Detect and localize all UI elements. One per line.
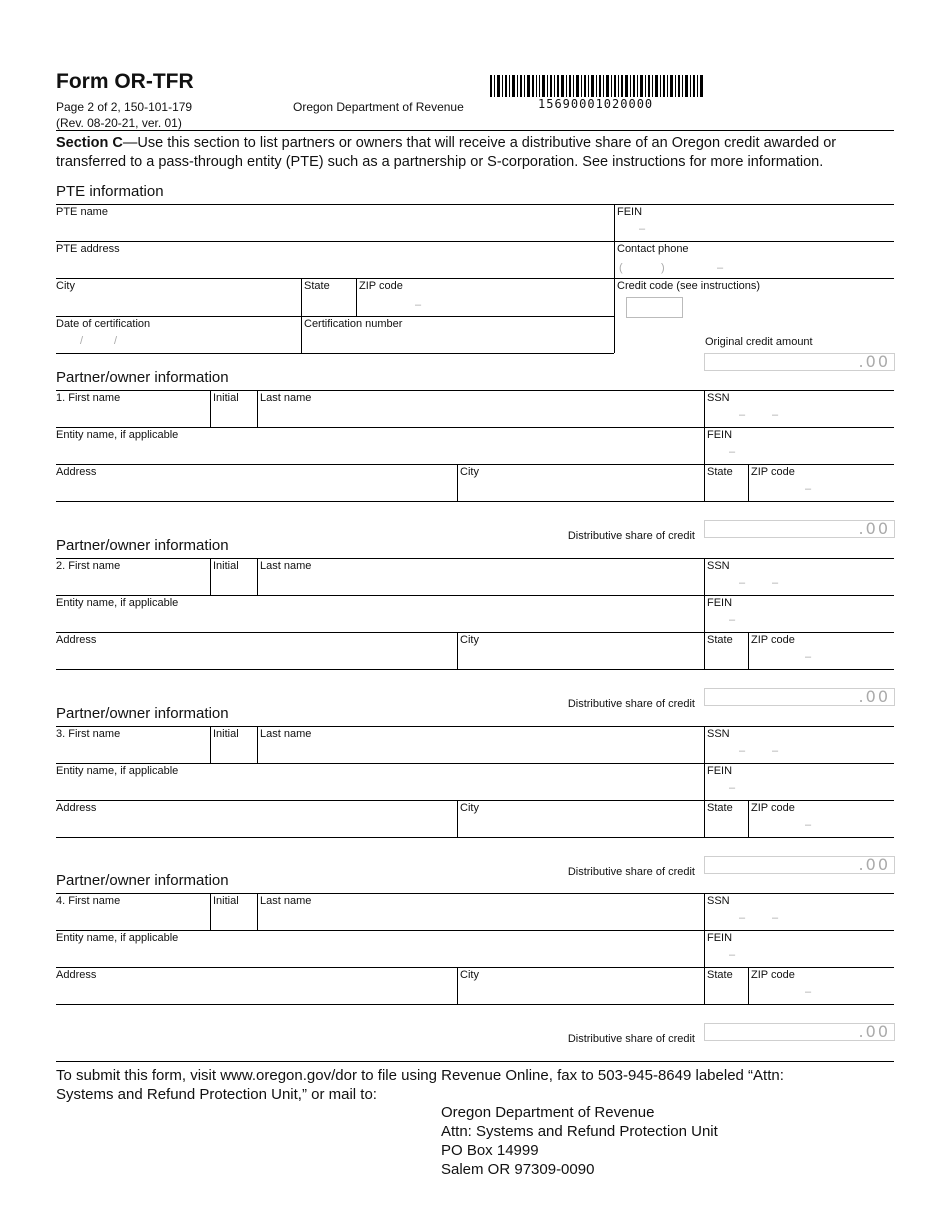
partner-address-label: Address	[56, 969, 97, 981]
partner-city-label: City	[460, 802, 479, 814]
partner-heading: Partner/owner information	[56, 872, 229, 889]
partner-fein-field[interactable]: FEIN –	[707, 597, 736, 626]
partner-city-field[interactable]	[458, 801, 703, 836]
partner-ssn-field[interactable]: SSN – –	[707, 392, 779, 421]
barcode	[490, 75, 705, 97]
partner-ssn-label: SSN	[707, 392, 730, 404]
partner-last-name-label: Last name	[260, 560, 312, 572]
credit-code-box[interactable]	[626, 297, 683, 318]
distributive-share-label: Distributive share of credit	[567, 698, 695, 710]
barcode-number: 15690001020000	[538, 97, 654, 111]
partner-fein-label: FEIN	[707, 765, 733, 777]
partner-state-field[interactable]	[705, 801, 747, 836]
partner-initial-field[interactable]	[211, 727, 256, 762]
pte-state-label: State	[304, 280, 330, 292]
certification-number-label: Certification number	[304, 318, 403, 330]
partner-initial-field[interactable]	[211, 894, 256, 929]
partner-fein-label: FEIN	[707, 932, 733, 944]
partner-city-field[interactable]	[458, 968, 703, 1003]
partner-state-field[interactable]	[705, 633, 747, 668]
agency-name: Oregon Department of Revenue	[293, 100, 464, 114]
partner-zip-label: ZIP code	[751, 969, 795, 981]
partner-city-label: City	[460, 969, 479, 981]
partner-zip-field[interactable]: ZIP code –	[751, 969, 812, 998]
partner-address-label: Address	[56, 634, 97, 646]
partner-state-field[interactable]	[705, 465, 747, 500]
partner-entity-name-field[interactable]	[56, 931, 703, 966]
partner-ssn-label: SSN	[707, 560, 730, 572]
partner-state-field[interactable]	[705, 968, 747, 1003]
page-info: Page 2 of 2, 150-101-179	[56, 100, 193, 114]
partner-address-field[interactable]	[56, 633, 456, 668]
pte-state-field[interactable]	[302, 279, 355, 315]
contact-phone-label: Contact phone	[617, 243, 689, 255]
partner-heading: Partner/owner information	[56, 705, 229, 722]
mailing-address	[441, 1103, 718, 1179]
partner-first-name-label: 4. First name	[56, 895, 121, 907]
section-c-description: —Use this section to list partners or owners that will receive a distributive share of an Oregon credit awarded or transferred to a pass-through entity (PTE) such as a partnership or S-corporation. See instructions for more information.	[56, 135, 837, 170]
partner-state-label: State	[707, 969, 733, 981]
partner-initial-label: Initial	[213, 728, 239, 740]
pte-heading: PTE information	[56, 183, 164, 200]
partner-entity-name-field[interactable]	[56, 764, 703, 799]
pte-name-field[interactable]	[56, 205, 612, 240]
partner-address-field[interactable]	[56, 465, 456, 500]
distributive-share-input[interactable]: .00	[704, 856, 895, 874]
distributive-share-input[interactable]: .00	[704, 688, 895, 706]
partner-first-name-label: 2. First name	[56, 560, 121, 572]
partner-last-name-field[interactable]	[258, 894, 703, 929]
partner-address-label: Address	[56, 466, 97, 478]
certification-date-label: Date of certification	[56, 318, 151, 330]
pte-zip-field[interactable]: ZIP code –	[359, 280, 422, 311]
pte-city-field[interactable]	[56, 279, 300, 315]
partner-address-label: Address	[56, 802, 97, 814]
partner-last-name-label: Last name	[260, 728, 312, 740]
partner-first-name-label: 3. First name	[56, 728, 121, 740]
partner-entity-name-label: Entity name, if applicable	[56, 932, 179, 944]
form-title: Form OR-TFR	[56, 70, 194, 93]
pte-fein-label: FEIN	[617, 206, 643, 218]
original-credit-amount-label: Original credit amount	[705, 336, 813, 348]
credit-code-field[interactable]	[615, 279, 894, 319]
partner-fein-label: FEIN	[707, 597, 733, 609]
partner-ssn-field[interactable]: SSN – –	[707, 560, 779, 589]
pte-fein-field[interactable]: FEIN –	[617, 206, 646, 235]
partner-zip-field[interactable]: ZIP code –	[751, 802, 812, 831]
distributive-share-input[interactable]: .00	[704, 1023, 895, 1041]
partner-fein-field[interactable]: FEIN –	[707, 429, 736, 458]
mailing-address-line-3: PO Box 14999	[441, 1142, 539, 1159]
partner-last-name-field[interactable]	[258, 727, 703, 762]
partner-entity-name-field[interactable]	[56, 428, 703, 463]
certification-number-field[interactable]	[302, 317, 613, 352]
partner-fein-field[interactable]: FEIN –	[707, 765, 736, 794]
header-divider	[56, 130, 894, 131]
partner-initial-label: Initial	[213, 560, 239, 572]
partner-fein-field[interactable]: FEIN –	[707, 932, 736, 961]
partner-state-label: State	[707, 802, 733, 814]
partner-state-label: State	[707, 634, 733, 646]
partner-heading: Partner/owner information	[56, 369, 229, 386]
partner-last-name-field[interactable]	[258, 559, 703, 594]
partner-address-field[interactable]	[56, 968, 456, 1003]
partner-city-label: City	[460, 466, 479, 478]
distributive-share-label: Distributive share of credit	[567, 1033, 695, 1045]
partner-entity-name-label: Entity name, if applicable	[56, 429, 179, 441]
partner-state-label: State	[707, 466, 733, 478]
partner-city-field[interactable]	[458, 465, 703, 500]
partner-zip-label: ZIP code	[751, 466, 795, 478]
contact-phone-field[interactable]: Contact phone ( ) –	[617, 243, 724, 274]
partner-ssn-label: SSN	[707, 728, 730, 740]
partner-address-field[interactable]	[56, 801, 456, 836]
partner-heading: Partner/owner information	[56, 537, 229, 554]
partner-zip-label: ZIP code	[751, 802, 795, 814]
partner-ssn-label: SSN	[707, 895, 730, 907]
partner-ssn-field[interactable]: SSN – –	[707, 728, 779, 757]
partner-entity-name-label: Entity name, if applicable	[56, 765, 179, 777]
partner-last-name-label: Last name	[260, 392, 312, 404]
section-c-text	[56, 134, 896, 172]
partner-initial-label: Initial	[213, 895, 239, 907]
mailing-address-line-4: Salem OR 97309-0090	[441, 1161, 595, 1178]
certification-date-field[interactable]: Date of certification / /	[56, 318, 151, 347]
pte-address-field[interactable]	[56, 242, 612, 277]
partner-last-name-label: Last name	[260, 895, 312, 907]
footer-instructions: To submit this form, visit www.oregon.gov/dor to file using Revenue Online, fax to 503-945-8649 labeled “Attn: Systems and Refund Protection Unit,” or mail to:	[56, 1067, 784, 1103]
partner-city-label: City	[460, 634, 479, 646]
partner-last-name-field[interactable]	[258, 391, 703, 426]
pte-city-label: City	[56, 280, 75, 292]
partner-ssn-field[interactable]: SSN – –	[707, 895, 779, 924]
partner-first-name-field[interactable]	[56, 727, 209, 762]
mailing-address-line-2: Attn: Systems and Refund Protection Unit	[441, 1123, 718, 1140]
revision: (Rev. 08-20-21, ver. 01)	[56, 116, 182, 130]
partner-first-name-field[interactable]	[56, 894, 209, 929]
pte-address-label: PTE address	[56, 243, 120, 255]
partner-fein-label: FEIN	[707, 429, 733, 441]
partner-zip-label: ZIP code	[751, 634, 795, 646]
footer-divider	[56, 1061, 894, 1062]
section-c-label: Section C	[56, 135, 123, 151]
partner-initial-field[interactable]	[211, 391, 256, 426]
pte-zip-label: ZIP code	[359, 280, 403, 292]
original-credit-amount-input[interactable]: .00	[704, 353, 895, 371]
partner-initial-field[interactable]	[211, 559, 256, 594]
partner-first-name-field[interactable]	[56, 391, 209, 426]
distributive-share-input[interactable]: .00	[704, 520, 895, 538]
distributive-share-label: Distributive share of credit	[567, 866, 695, 878]
partner-first-name-field[interactable]	[56, 559, 209, 594]
credit-code-label: Credit code (see instructions)	[617, 280, 761, 292]
distributive-share-label: Distributive share of credit	[567, 530, 695, 542]
mailing-address-line-1: Oregon Department of Revenue	[441, 1104, 655, 1121]
partner-initial-label: Initial	[213, 392, 239, 404]
partner-entity-name-field[interactable]	[56, 596, 703, 631]
partner-first-name-label: 1. First name	[56, 392, 121, 404]
partner-zip-field[interactable]: ZIP code –	[751, 634, 812, 663]
partner-zip-field[interactable]: ZIP code –	[751, 466, 812, 495]
partner-entity-name-label: Entity name, if applicable	[56, 597, 179, 609]
partner-city-field[interactable]	[458, 633, 703, 668]
pte-name-label: PTE name	[56, 206, 108, 218]
